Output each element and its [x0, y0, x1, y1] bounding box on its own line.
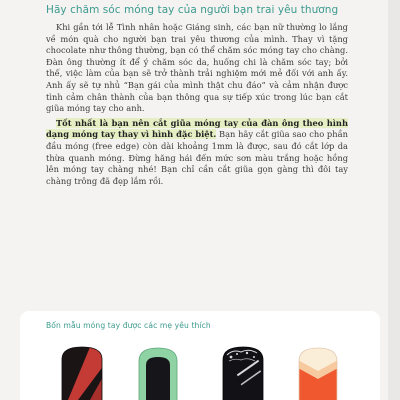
nail-black-silver	[221, 345, 265, 400]
article	[46, 4, 348, 187]
gallery-title: Bốn mẫu móng tay được các mẹ yêu thích	[46, 321, 211, 330]
nail-orange-peach	[296, 345, 340, 400]
nail-black-mint	[136, 345, 180, 400]
highlighted-sentence: Tốt nhất là bạn nên cắt giũa móng tay của đàn ông theo hình dạng móng tay thay vì hình đặc biệt.	[46, 117, 348, 140]
paragraph-2-body: Bạn hãy cắt giũa sao cho phần đầu móng (free edge) còn dài khoảng 1mm là được, sau đó cắt lớp da thừa quanh móng. Đừng hăng hái đến mức sơn màu trắng hoặc hồng lên móng tay chàng nhé! Bạn chỉ cần cắt giũa gọn gàng thì đôi tay chàng trông đã đẹp lắm rồi.	[46, 129, 348, 186]
nail-black-red	[60, 345, 104, 400]
section-heading: Hãy chăm sóc móng tay của người bạn trai yêu thương	[46, 4, 339, 16]
paragraph-1: Khi gần tới lễ Tình nhân hoặc Giáng sinh, các bạn nữ thường lo lắng về món quà cho người bạn trai yêu thương của mình. Thay vì tặng chocolate như thông thường, bạn có thể chăm sóc móng tay cho chàng. Đàn ông thường ít để ý chăm sóc da, huống chi là chăm sóc tay; bởi thế, việc làm của bạn sẽ trở thành trải nghiệm mới mẻ đối với anh ấy. Anh ấy sẽ tự nhủ “Bạn gái của mình thật chu đáo” và cảm nhận được tình cảm chân thành của bạn thông qua sự tiếp xúc trong lúc bạn cắt giũa móng tay cho anh.	[46, 22, 348, 114]
nail-gallery	[20, 311, 380, 400]
page-edge	[388, 0, 400, 400]
paragraph-2	[46, 118, 348, 188]
